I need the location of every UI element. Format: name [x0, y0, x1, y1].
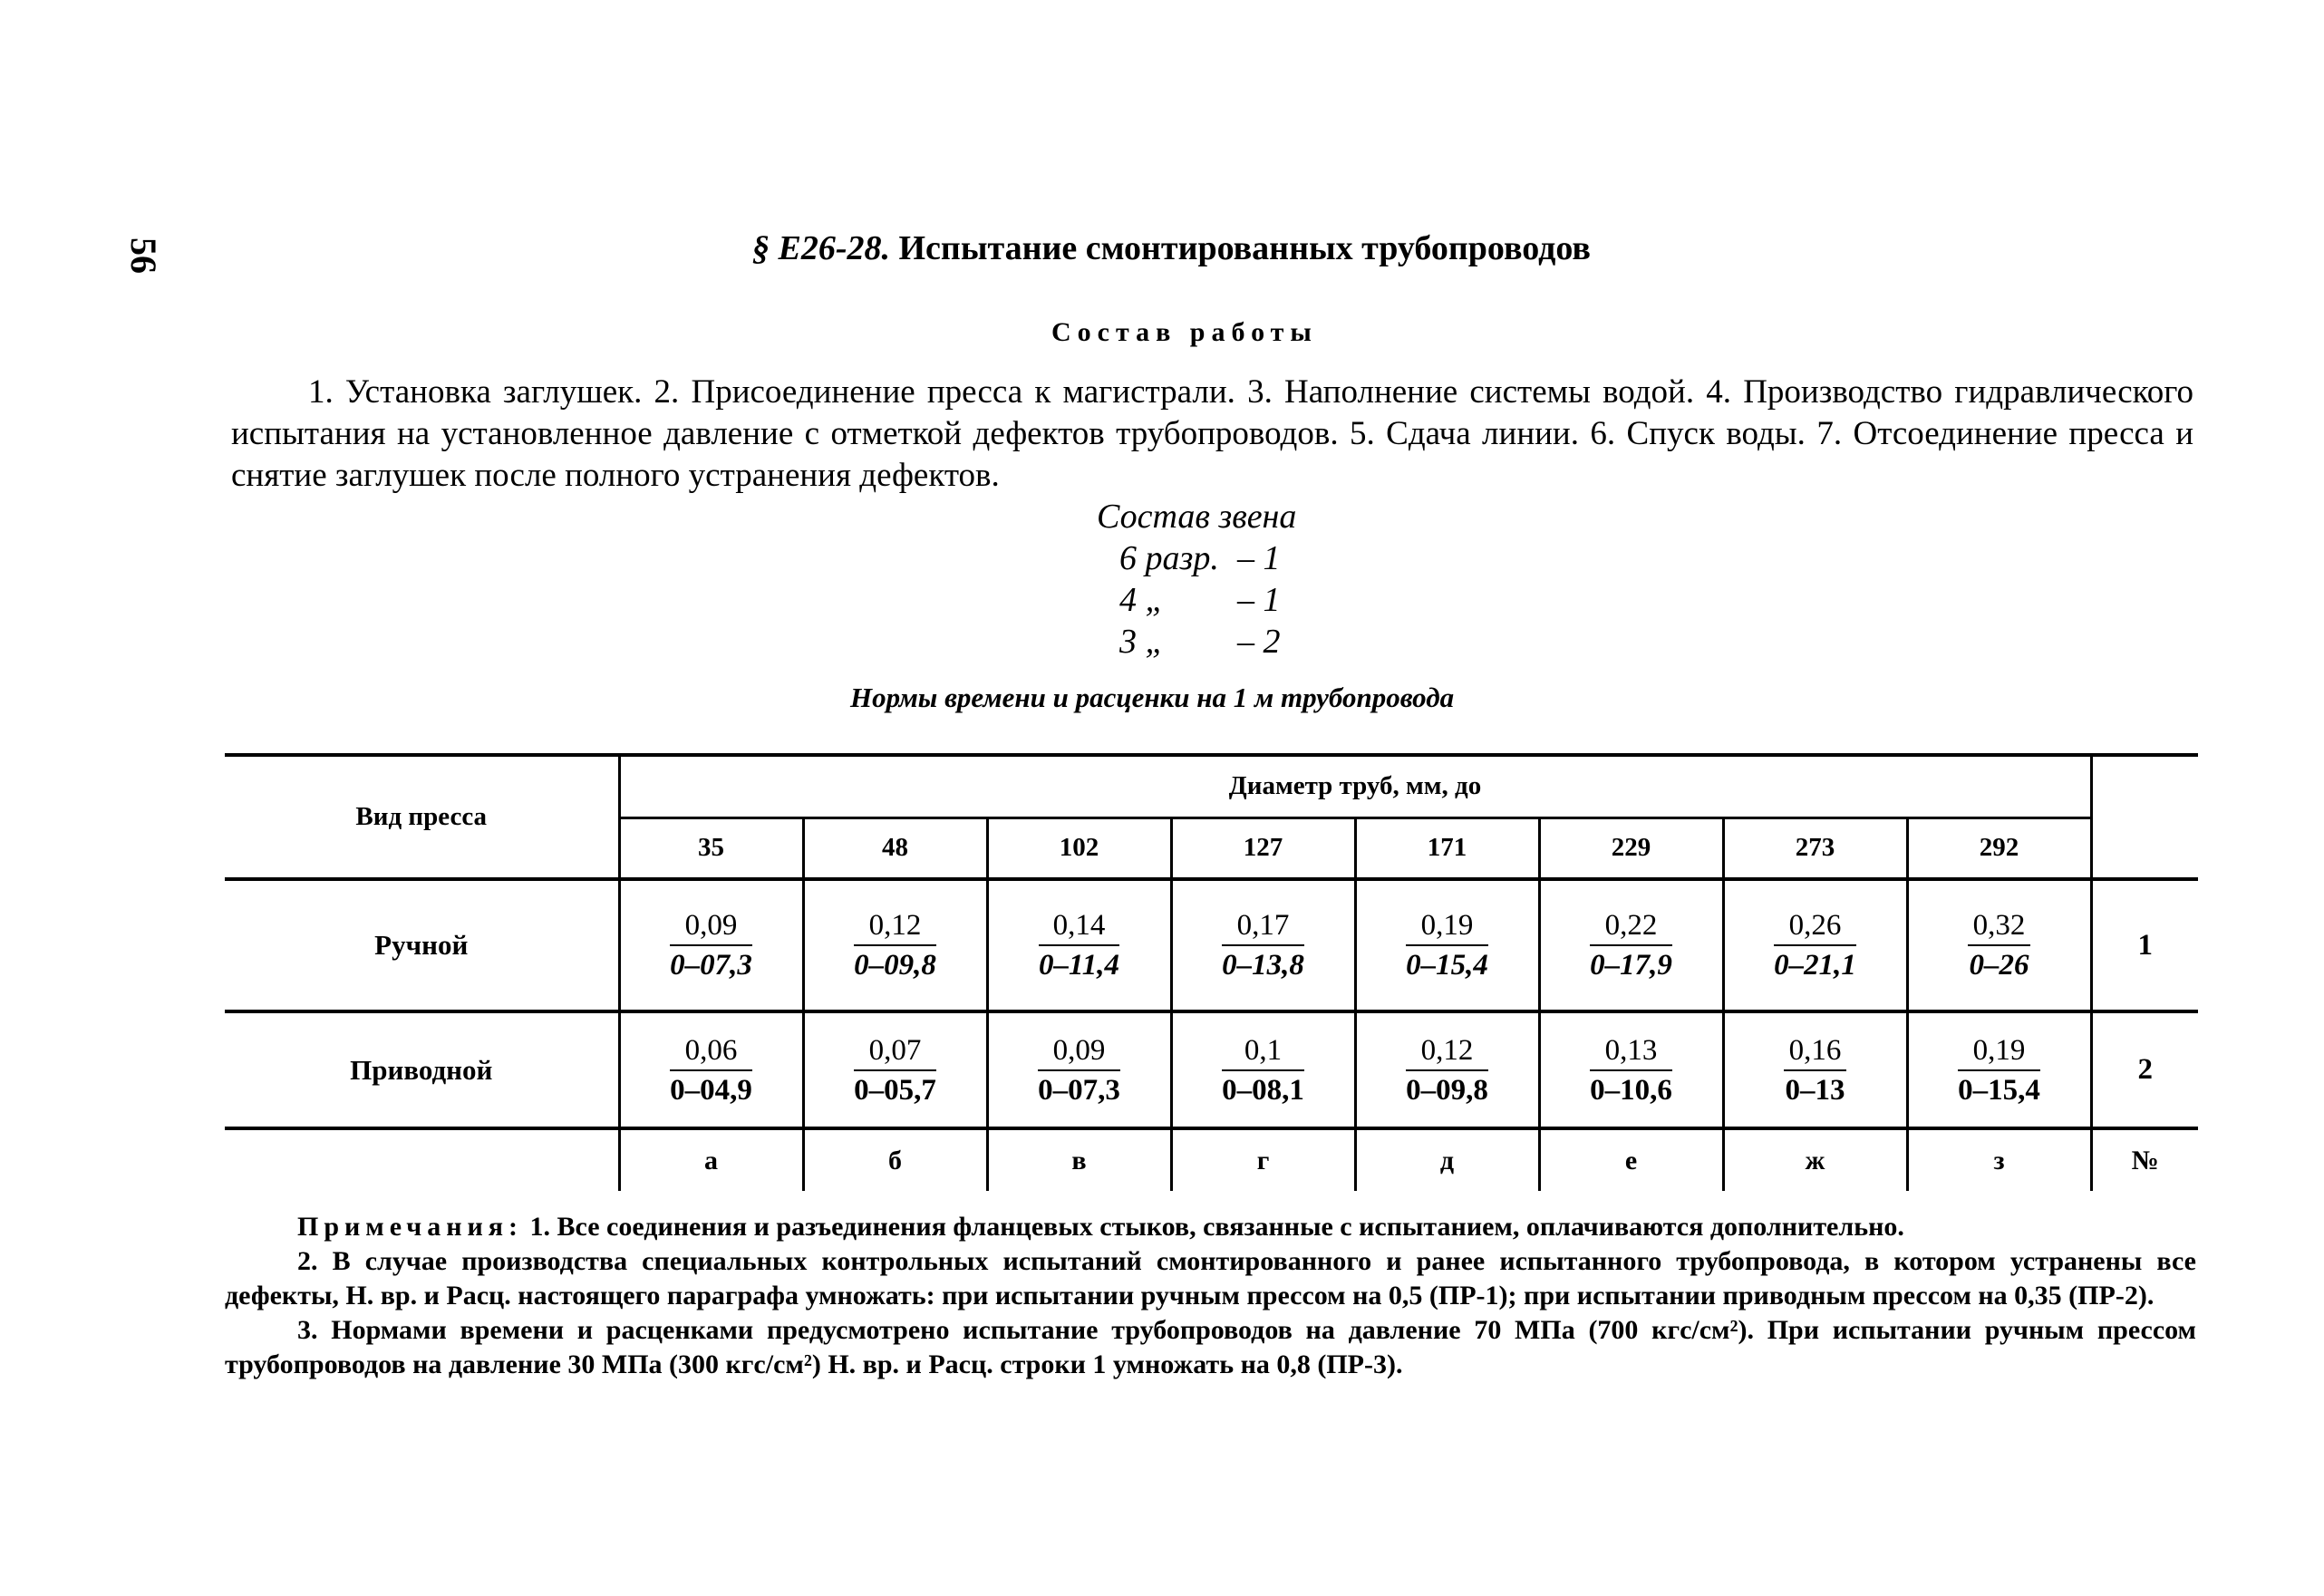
value-cell: $\frac{0,16}{0-13}$ [1784, 1031, 1847, 1109]
value-cell: $\frac{0,13}{0-10,6}$ [1590, 1031, 1672, 1109]
column-letter: ж [1723, 1128, 1907, 1191]
notes-label: Примечания: [297, 1212, 524, 1242]
diameter-header: Диаметр труб, мм, до [619, 755, 2091, 817]
value-cell: $\frac{0,1}{0-08,1}$ [1222, 1031, 1304, 1109]
crew-count: – 1 [1237, 581, 1281, 619]
row-number: 1 [2091, 879, 2198, 1011]
norms-table [225, 753, 2198, 1191]
note-2: 2. В случае производства специальных контрольных испытаний смонтированного и ранее испытанного трубопровода, в котором устранены все дефекты, Н. вр. и Расц. настоящего параграфа умножать: при испытании ручным прессом на 0,5 (ПР-1); при испытании приводным прессом на 0,35 (ПР-2). [225, 1246, 2196, 1311]
letter-row-blank [225, 1128, 619, 1191]
letter-row [225, 1128, 2198, 1191]
value-cell: $\frac{0,19}{0-15,4}$ [1406, 906, 1488, 984]
press-type-header: Вид пресса [225, 755, 619, 879]
table-row [225, 879, 2198, 1011]
value-cell: $\frac{0,19}{0-15,4}$ [1958, 1031, 2040, 1109]
row-label: Приводной [225, 1011, 619, 1128]
value-cell: $\frac{0,14}{0-11,4}$ [1039, 906, 1119, 984]
value-cell: $\frac{0,26}{0-21,1}$ [1774, 906, 1856, 984]
crew-grade: 4 „ [1119, 581, 1165, 619]
section-number: § Е26-28. [752, 229, 890, 267]
crew-row [1119, 580, 1281, 620]
diameter-cell: 127 [1171, 817, 1355, 879]
column-letter: з [1907, 1128, 2091, 1191]
crew-title: Состав звена [1097, 498, 1297, 536]
column-letter: е [1539, 1128, 1723, 1191]
table-row [225, 1011, 2198, 1128]
page-number: 56 [123, 237, 164, 274]
value-cell: $\frac{0,07}{0-05,7}$ [854, 1031, 936, 1109]
value-cell: $\frac{0,17}{0-13,8}$ [1222, 906, 1304, 984]
note-1: Примечания: 1. Все соединения и разъединения фланцевых стыков, связанные с испытанием, оплачиваются дополнительно. [297, 1212, 1904, 1242]
num-header: № [2091, 1128, 2198, 1191]
crew-row [1119, 622, 1281, 662]
num-header-cell [2091, 755, 2198, 879]
value-cell: $\frac{0,32}{0-26}$ [1968, 906, 2031, 984]
diameter-cell: 229 [1539, 817, 1723, 879]
value-cell: $\frac{0,06}{0-04,9}$ [670, 1031, 752, 1109]
value-cell: $\frac{0,12}{0-09,8}$ [854, 906, 936, 984]
diameter-cell: 273 [1723, 817, 1907, 879]
notes [225, 1210, 2196, 1382]
work-text: 1. Установка заглушек. 2. Присоединение пресса к магистрали. 3. Наполнение системы водой. 4. Производство гидравлического испытания на установленное давление с отметкой дефектов трубопроводов. 5. Сдача линии. 6. Спуск воды. 7. Отсоединение пресса и снятие заглушек после полного устранения дефектов. [231, 373, 2193, 494]
diameter-cell: 292 [1907, 817, 2091, 879]
value-cell: $\frac{0,09}{0-07,3}$ [670, 906, 752, 984]
value-cell: $\frac{0,09}{0-07,3}$ [1038, 1031, 1120, 1109]
row-number: 2 [2091, 1011, 2198, 1128]
column-letter: г [1171, 1128, 1355, 1191]
crew-count: – 2 [1237, 623, 1281, 661]
diameter-cell: 35 [619, 817, 803, 879]
value-cell: $\frac{0,12}{0-09,8}$ [1406, 1031, 1488, 1109]
column-letter: б [803, 1128, 987, 1191]
diameter-cell: 171 [1355, 817, 1539, 879]
value-cell: $\frac{0,22}{0-17,9}$ [1590, 906, 1672, 984]
note-3: 3. Нормами времени и расценками предусмотрено испытание трубопроводов на давление 70 МПа (700 кгс/см²). При испытании ручным прессом трубопроводов на давление 30 МПа (300 кгс/см²) Н. вр. и Расц. строки 1 умножать на 0,8 (ПР-3). [225, 1315, 2196, 1379]
crew-grade: 6 разр. [1119, 539, 1219, 577]
diameter-cell: 102 [987, 817, 1171, 879]
work-heading: Состав работы [1051, 317, 1318, 347]
diameter-cell: 48 [803, 817, 987, 879]
column-letter: д [1355, 1128, 1539, 1191]
section-title [752, 228, 1591, 268]
row-label: Ручной [225, 879, 619, 1011]
crew-row [1119, 538, 1281, 578]
column-letter: в [987, 1128, 1171, 1191]
table-caption: Нормы времени и расценки на 1 м трубопровода [850, 682, 1455, 713]
work-description [231, 372, 2193, 497]
column-letter: а [619, 1128, 803, 1191]
crew-count: – 1 [1237, 539, 1281, 577]
crew-grade: 3 „ [1119, 623, 1165, 661]
section-title-text: Испытание смонтированных трубопроводов [898, 229, 1591, 267]
